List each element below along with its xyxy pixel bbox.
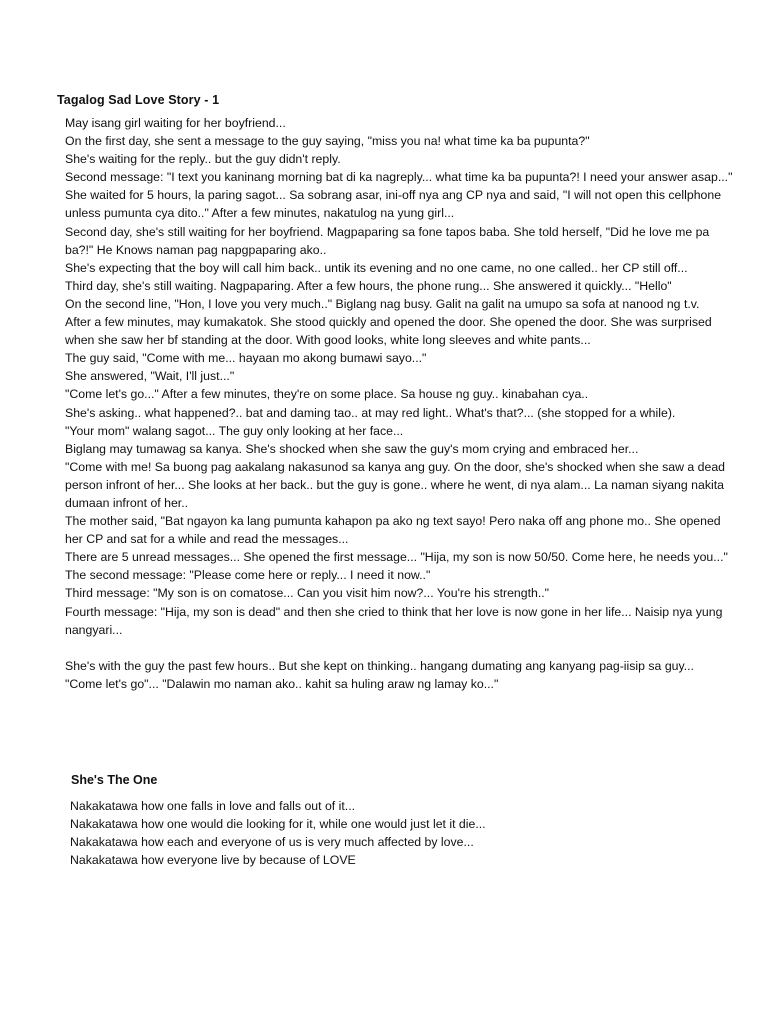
story-paragraph: On the second line, "Hon, I love you very much.." Biglang nag busy. Galit na galit na umupo sa sofa at nanood ng t.v. — [65, 296, 700, 311]
story-paragraph: She's asking.. what happened?.. bat and daming tao.. at may red light.. What's that?... (she stopped for a while). — [65, 405, 676, 420]
story-paragraph: Third message: "My son is on comatose... Can you visit him now?... You're his strength.." — [65, 586, 550, 601]
story-paragraph: She's waiting for the reply.. but the guy didn't reply. — [65, 152, 341, 167]
poem-body — [70, 797, 730, 869]
story-paragraph: Fourth message: "Hija, my son is dead" and then she cried to think that her love is now gone in her life... Naisip nya yung nangyari... — [65, 604, 723, 637]
story-paragraph: May isang girl waiting for her boyfriend... — [65, 116, 286, 130]
story-closing-paragraph: She's with the guy the past few hours.. But she kept on thinking.. hangang dumating ang kanyang pag-iisip sa guy... "Come let's go"... "Dalawin mo naman ako.. kahit sa huling araw ng lamay ko..." — [65, 658, 694, 691]
story-paragraph: Second message: "I text you kaninang morning bat di ka nagreply... what time ka ba pupunta?! I need your answer asap..." — [65, 170, 733, 185]
story-paragraph: "Your mom" walang sagot... The guy only looking at her face... — [65, 423, 404, 438]
story-paragraph: "Come let's go..." After a few minutes, they're on some place. Sa house ng guy.. kinabahan cya.. — [65, 387, 589, 402]
story-paragraph: The second message: "Please come here or reply... I need it now.." — [65, 568, 431, 583]
poem-line: Nakakatawa how each and everyone of us is very much affected by love... — [70, 835, 474, 849]
story-paragraph: She waited for 5 hours, la paring sagot... Sa sobrang asar, ini-off nya ang CP nya and said, "I will not open this cellphone unless pumunta cya dito.." After a few minutes, nakatulog na yung girl... — [65, 188, 722, 221]
story-paragraph: There are 5 unread messages... She opened the first message... "Hija, my son is now 50/50. Come here, he needs you..." — [65, 550, 728, 565]
paragraph-spacer — [65, 639, 733, 657]
story-paragraph: Biglang may tumawag sa kanya. She's shocked when she saw the guy's mom crying and embraced her... — [65, 441, 639, 456]
story-paragraph: She's expecting that the boy will call him back.. untik its evening and no one came, no one called.. her CP still off... — [65, 260, 688, 275]
poem-line: Nakakatawa how one would die looking for it, while one would just let it die... — [70, 817, 486, 831]
story-paragraph: She answered, "Wait, I'll just..." — [65, 369, 235, 384]
story-paragraph: On the first day, she sent a message to the guy saying, "miss you na! what time ka ba pupunta?" — [65, 134, 590, 149]
poem-title: She's The One — [71, 773, 158, 787]
story-paragraph: Second day, she's still waiting for her boyfriend. Magpaparing sa fone tapos baba. She told herself, "Did he love me pa ba?!" He Knows naman pag napgpaparing ako.. — [65, 224, 710, 257]
document-title: Tagalog Sad Love Story - 1 — [57, 93, 220, 107]
poem-line: Nakakatawa how everyone live by because of LOVE — [70, 853, 356, 867]
story-paragraph: "Come with me! Sa buong pag aakalang nakasunod sa kanya ang guy. On the door, she's shocked when she saw a dead person infront of her... She looks at her back.. but the guy is gone.. where he went, di nya alam... La naman siyang nakita dumaan infront of her.. — [65, 459, 726, 510]
story-paragraph: After a few minutes, may kumakatok. She stood quickly and opened the door. She opened the door. She was surprised when she saw her bf standing at the door. With good looks, white long sleeves and white pants... — [65, 315, 712, 348]
poem-line: Nakakatawa how one falls in love and falls out of it... — [70, 799, 356, 813]
story-paragraph: The mother said, "Bat ngayon ka lang pumunta kahapon pa ako ng text sayo! Pero naka off ang phone mo.. She opened her CP and sat for a while and read the messages... — [65, 514, 721, 547]
story-body — [65, 114, 733, 693]
story-paragraph: Third day, she's still waiting. Nagpaparing. After a few hours, the phone rung... She answered it quickly... "Hello" — [65, 278, 672, 293]
story-paragraph: The guy said, "Come with me... hayaan mo akong bumawi sayo..." — [65, 351, 427, 366]
